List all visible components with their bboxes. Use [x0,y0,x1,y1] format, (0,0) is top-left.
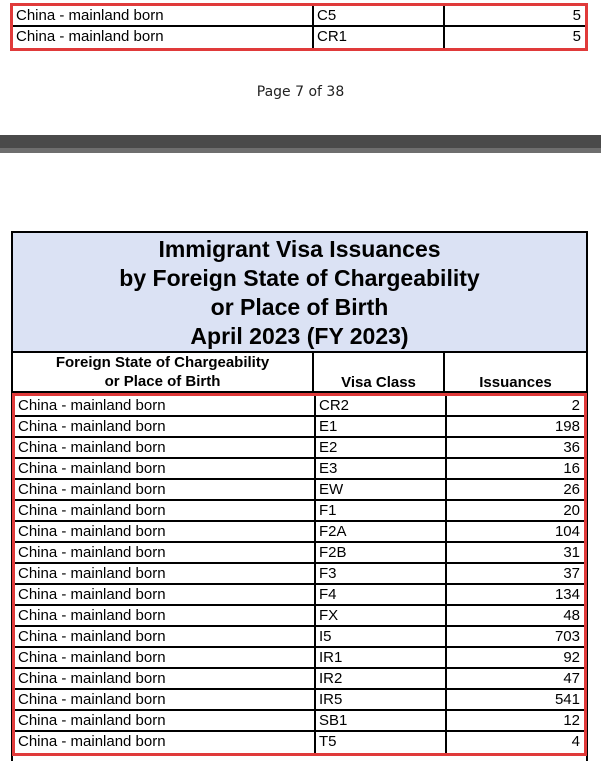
visa-class-column-header: Visa Class [314,353,445,391]
issuances-cell: 134 [554,586,580,603]
visa-class-cell: F4 [316,585,447,604]
table-row [15,648,584,669]
page-divider [0,135,601,153]
issuances-cell: 5 [572,28,581,45]
issuances-cell: 31 [563,544,580,561]
table-row [15,732,584,753]
visa-class-cell: IR2 [316,669,447,688]
visa-class-cell: F2A [316,522,447,541]
table-row [15,438,584,459]
state-cell: China - mainland born [15,522,316,541]
title-line: by Foreign State of Chargeability [119,265,480,291]
issuances-cell: 48 [563,607,580,624]
visa-class-cell: E1 [316,417,447,436]
visa-class-cell: F1 [316,501,447,520]
table-row [15,585,584,606]
state-cell: China - mainland born [15,606,316,625]
visa-class-cell: E3 [316,459,447,478]
table-row [15,711,584,732]
table-row [15,564,584,585]
table-row [15,543,584,564]
top-table-fragment-highlight [10,3,588,51]
visa-class-cell: CR2 [316,396,447,415]
state-cell: China - mainland born [15,732,316,753]
state-cell: China - mainland born [15,501,316,520]
issuances-cell: 12 [563,712,580,729]
column-headers [13,353,586,393]
table-row [15,501,584,522]
issuances-cell: 47 [563,670,580,687]
state-cell: China - mainland born [15,480,316,499]
issuances-cell: 5 [572,7,581,24]
table-row [15,606,584,627]
state-cell: China - mainland born [15,711,316,730]
visa-class-cell: IR5 [316,690,447,709]
state-cell: China - mainland born [15,564,316,583]
issuances-cell: 36 [563,439,580,456]
issuances-cell: 198 [554,418,580,435]
title-line: or Place of Birth [210,294,389,320]
visa-class-cell: I5 [316,627,447,646]
state-cell: China - mainland born [15,585,316,604]
table-row [15,690,584,711]
issuances-cell: 37 [563,565,580,582]
page-number: Page 7 of 38 [256,84,345,100]
table-title [13,233,586,353]
issuances-cell: 26 [563,481,580,498]
state-cell: China - mainland born [13,27,314,48]
visa-class-cell: FX [316,606,447,625]
issuances-cell: 541 [554,691,580,708]
title-line: April 2023 (FY 2023) [190,323,409,349]
visa-class-cell: F2B [316,543,447,562]
visa-class-cell: T5 [316,732,447,753]
state-cell: China - mainland born [15,396,316,415]
state-cell: China - mainland born [15,648,316,667]
visa-class-cell: C5 [314,6,445,25]
visa-class-cell: F3 [316,564,447,583]
issuances-cell: 20 [563,502,580,519]
table-row [15,669,584,690]
visa-class-cell: CR1 [314,27,445,48]
table-row [15,417,584,438]
state-header-line: or Place of Birth [104,373,221,390]
issuances-column-header: Issuances [479,374,552,391]
visa-class-cell: SB1 [316,711,447,730]
table-row [13,27,585,48]
table-row [15,459,584,480]
state-cell: China - mainland born [15,627,316,646]
visa-class-cell: EW [316,480,447,499]
title-line: Immigrant Visa Issuances [158,236,441,262]
issuances-cell: 4 [571,733,580,750]
table-row [15,522,584,543]
state-header-line: Foreign State of Chargeability [55,354,270,371]
issuance-table [11,231,588,761]
visa-class-cell: IR1 [316,648,447,667]
state-cell: China - mainland born [15,417,316,436]
table-row [15,480,584,501]
state-cell: China - mainland born [13,6,314,25]
issuances-cell: 104 [554,523,580,540]
state-column-header [13,353,314,391]
issuances-cell: 2 [571,397,580,414]
state-cell: China - mainland born [15,690,316,709]
state-cell: China - mainland born [15,543,316,562]
state-cell: China - mainland born [15,438,316,457]
highlighted-rows [12,393,587,756]
table-row [15,396,584,417]
table-row [15,627,584,648]
issuances-cell: 92 [563,649,580,666]
table-row [13,6,585,27]
issuances-cell: 16 [563,460,580,477]
state-cell: China - mainland born [15,459,316,478]
visa-class-cell: E2 [316,438,447,457]
state-cell: China - mainland born [15,669,316,688]
issuances-cell: 703 [554,628,580,645]
